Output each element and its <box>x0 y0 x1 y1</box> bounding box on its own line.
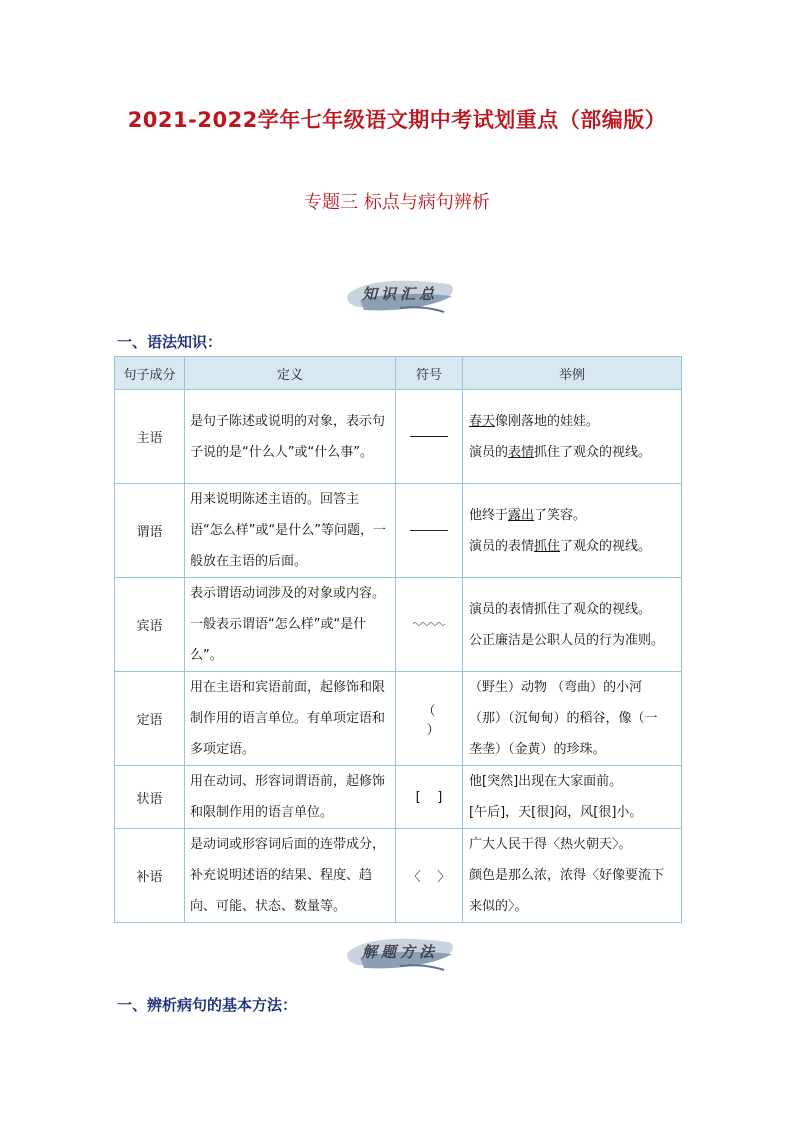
wavy-line-symbol-icon <box>412 620 446 628</box>
example-text: 垄垄）（金黄）的珍珠。 <box>469 742 606 757</box>
example-line <box>469 703 675 734</box>
cell-examples <box>463 578 682 672</box>
example-text: 像刚落地的娃娃。 <box>495 413 600 429</box>
example-line <box>469 500 675 531</box>
cell-symbol <box>396 672 463 766</box>
cell-symbol <box>396 484 463 578</box>
underlined-word: 春天 <box>469 413 496 429</box>
example-text: 来似的〉。 <box>469 899 528 914</box>
example-text: 广大人民干得〈热火朝天〉。 <box>469 837 632 852</box>
section-heading-grammar: 一、语法知识： <box>117 333 223 351</box>
cell-term: 宾语 <box>115 578 185 672</box>
example-line <box>469 406 675 437</box>
column-header: 定义 <box>185 357 396 390</box>
cell-definition: 用在动词、形容词谓语前，起修饰和限制作用的语言单位。 <box>185 766 396 829</box>
cell-definition: 用来说明陈述主语的。回答主语“怎么样”或“是什么”等问题，一般放在主语的后面。 <box>185 484 396 578</box>
table-row <box>115 766 682 829</box>
section-heading-method: 一、辨析病句的基本方法： <box>117 996 298 1014</box>
banner-label: 解题方法 <box>361 943 438 961</box>
cell-symbol <box>396 390 463 484</box>
symbol-text: 〈 〉 <box>407 870 451 885</box>
cell-examples <box>463 829 682 923</box>
example-text: 了观众的视线。 <box>560 538 652 554</box>
example-text: 抓住了观众的视线。 <box>534 444 652 460</box>
cell-term: 谓语 <box>115 484 185 578</box>
table-row <box>115 829 682 923</box>
cell-term: 状语 <box>115 766 185 829</box>
cell-examples <box>463 672 682 766</box>
cell-term: 定语 <box>115 672 185 766</box>
example-text: 了笑容。 <box>534 507 587 523</box>
cell-definition: 表示谓语动词涉及的对象或内容。一般表示谓语“怎么样”或“是什么”。 <box>185 578 396 672</box>
example-text: 演员的表情抓住了观众的视线。 <box>469 601 652 617</box>
column-header: 句子成分 <box>115 357 185 390</box>
example-line <box>469 860 675 891</box>
document-subtitle: 专题三 标点与病句辨析 <box>304 192 490 213</box>
example-line <box>469 891 675 922</box>
example-line <box>469 829 675 860</box>
table-row <box>115 578 682 672</box>
underline-symbol-icon <box>410 530 448 531</box>
example-text: 他[突然]出现在大家面前。 <box>469 774 623 789</box>
document-title: 2021-2022学年七年级语文期中考试划重点（部编版） <box>127 108 667 132</box>
cell-examples <box>463 766 682 829</box>
cell-definition: 用在主语和宾语前面，起修饰和限制作用的语言单位。有单项定语和多项定语。 <box>185 672 396 766</box>
example-text: 演员的 <box>469 444 509 460</box>
table-header-row <box>115 357 682 390</box>
underlined-word: 露出 <box>508 507 535 523</box>
example-text: 公正廉洁是公职人员的行为准则。 <box>469 632 665 648</box>
example-line <box>469 625 675 656</box>
knowledge-banner <box>340 272 460 316</box>
banner-label: 知识汇总 <box>361 285 438 303</box>
cell-definition: 是句子陈述或说明的对象，表示句子说的是“什么人”或“什么事”。 <box>185 390 396 484</box>
example-line <box>469 734 675 765</box>
example-text: [午后]，天[很]闷，风[很]小。 <box>469 805 643 820</box>
cell-symbol <box>396 766 463 829</box>
example-text: 颜色是那么浓，浓得〈好像要流下 <box>469 868 665 883</box>
method-banner <box>340 930 460 974</box>
example-line <box>469 672 675 703</box>
example-text: 演员的表情 <box>469 538 535 554</box>
example-text: 他终于 <box>469 507 509 523</box>
grammar-table <box>114 356 682 923</box>
cell-term: 主语 <box>115 390 185 484</box>
column-header: 举例 <box>463 357 682 390</box>
underlined-word: 抓住 <box>534 538 561 554</box>
cell-symbol <box>396 829 463 923</box>
example-line <box>469 797 675 828</box>
symbol-text: （ ） <box>422 703 440 738</box>
table-row <box>115 484 682 578</box>
column-header: 符号 <box>396 357 463 390</box>
cell-examples <box>463 484 682 578</box>
table-row <box>115 390 682 484</box>
example-text: （那）（沉甸甸）的稻谷，像（一 <box>469 711 658 726</box>
underline-symbol-icon <box>410 436 448 437</box>
cell-term: 补语 <box>115 829 185 923</box>
cell-examples <box>463 390 682 484</box>
table-row <box>115 672 682 766</box>
cell-symbol <box>396 578 463 672</box>
example-text: （野生）动物 （弯曲）的小河 <box>469 680 643 695</box>
example-line <box>469 437 675 468</box>
cell-definition: 是动词或形容词后面的连带成分，补充说明述语的结果、程度、趋向、可能、状态、数量等。 <box>185 829 396 923</box>
example-line <box>469 531 675 562</box>
underlined-word: 表情 <box>508 444 535 460</box>
example-line <box>469 766 675 797</box>
example-line <box>469 594 675 625</box>
symbol-text: [ ] <box>415 789 443 805</box>
